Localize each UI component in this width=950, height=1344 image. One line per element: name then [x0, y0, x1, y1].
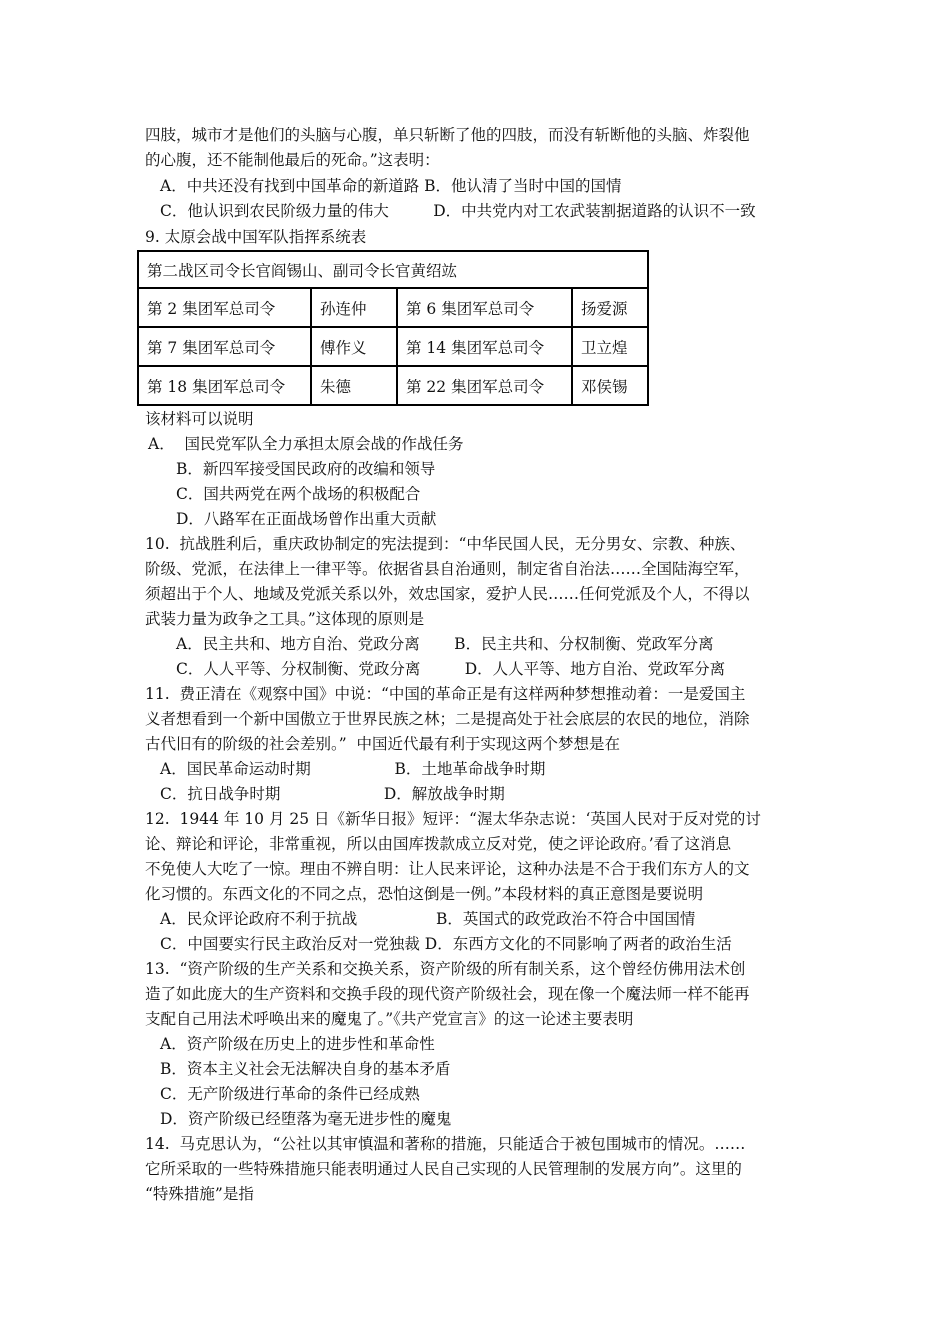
q13-option-d: D．资产阶级已经堕落为毫无进步性的魔鬼: [160, 1110, 452, 1128]
q9-option-b: B．新四军接受国民政府的改编和领导: [176, 460, 436, 478]
q13-line2: 造了如此庞大的生产资料和交换手段的现代资产阶级社会，现在像一个魔法师一样不能再: [145, 985, 750, 1003]
table-cell: 第 2 集团军总司令: [138, 288, 311, 327]
q13-line1: 13. “资产阶级的生产关系和交换关系，资产阶级的所有制关系，这个曾经仿佛用法术创: [145, 960, 746, 978]
q11-options-ab: A．国民革命运动时期 B．土地革命战争时期: [160, 760, 546, 778]
q9-title: 9. 太原会战中国军队指挥系统表: [145, 228, 367, 246]
q10-line1: 10. 抗战胜利后，重庆政协制定的宪法提到：“中华民国人民，无分男女、宗教、种族、: [145, 535, 746, 553]
q9-option-c: C．国共两党在两个战场的积极配合: [176, 485, 421, 503]
table-cell: 第 22 集团军总司令: [397, 366, 572, 405]
q11-line1: 11. 费正清在《观察中国》中说：“中国的革命正是有这样两种梦想推动着：一是爱国主: [145, 685, 746, 703]
table-cell: 第 7 集团军总司令: [138, 327, 311, 366]
q13-option-c: C．无产阶级进行革命的条件已经成熟: [160, 1085, 420, 1103]
table-row: [138, 288, 648, 327]
table-cell: 扬爱源: [572, 288, 648, 327]
q11-line3: 古代旧有的阶级的社会差别。” 中国近代最有利于实现这两个梦想是在: [145, 735, 621, 753]
table-cell: 卫立煌: [572, 327, 648, 366]
q12-options-cd: C．中国要实行民主政治反对一党独裁 D．东西方文化的不同影响了两者的政治生活: [160, 935, 732, 953]
table-cell: 第 14 集团军总司令: [397, 327, 572, 366]
q10-options-cd: C．人人平等、分权制衡、党政分离 D．人人平等、地方自治、党政军分离: [176, 660, 726, 678]
q11-options-cd: C．抗日战争时期 D．解放战争时期: [160, 785, 505, 803]
table-cell: 傅作义: [311, 327, 397, 366]
table-cell: 朱德: [311, 366, 397, 405]
q14-line1: 14. 马克思认为，“公社以其审慎温和著称的措施，只能适合于被包围城市的情况。……: [145, 1135, 746, 1153]
q12-line3: 不免使人大吃了一惊。理由不辨自明：让人民来评论，这种办法是不合于我们东方人的文: [145, 860, 750, 878]
q12-line2: 论、辩论和评论，非常重视，所以由国库拨款成立反对党，使之评论政府。’看了这消息: [145, 835, 732, 853]
q11-line2: 义者想看到一个新中国傲立于世界民族之林；二是提高处于社会底层的农民的地位，消除: [145, 710, 750, 728]
table-cell: 孙连仲: [311, 288, 397, 327]
table-row: [138, 366, 648, 405]
q10-line4: 武装力量为政争之工具。”这体现的原则是: [145, 610, 425, 628]
q8-text-line2: 的心腹，还不能制他最后的死命。”这表明：: [145, 151, 440, 169]
table-cell: 第 18 集团军总司令: [138, 366, 311, 405]
q10-options-ab: A．民主共和、地方自治、党政分离 B．民主共和、分权制衡、党政军分离: [176, 635, 714, 653]
table-cell: 邓侯锡: [572, 366, 648, 405]
q12-line4: 化习惯的。东西文化的不同之点，恐怕这倒是一例。”本段材料的真正意图是要说明: [145, 885, 704, 903]
q10-line2: 阶级、党派，在法律上一律平等。依据省县自治通则，制定省自治法……全国陆海空军，: [145, 560, 750, 578]
q8-text-line1: 四肢，城市才是他们的头脑与心腹，单只斩断了他的四肢，而没有斩断他的头脑、炸裂他: [145, 126, 750, 144]
q8-options-ab: A．中共还没有找到中国革命的新道路 B．他认清了当时中国的国情: [160, 177, 622, 195]
q13-option-a: A．资产阶级在历史上的进步性和革命性: [160, 1035, 435, 1053]
q12-line1: 12. 1944 年 10 月 25 日《新华日报》短评：“渥太华杂志说：‘英国人民对于反对党的讨: [145, 810, 761, 828]
q14-line3: “特殊措施”是指: [145, 1185, 254, 1203]
q10-line3: 须超出于个人、地域及党派关系以外，效忠国家，爱护人民……任何党派及个人，不得以: [145, 585, 750, 603]
table-header-cell: 第二战区司令长官阎锡山、副司令长官黄绍竑: [138, 251, 648, 288]
table-row: [138, 327, 648, 366]
q8-options-cd: C．他认识到农民阶级力量的伟大 D．中共党内对工农武装割据道路的认识不一致: [160, 202, 756, 220]
command-system-table: [137, 250, 649, 406]
table-cell: 第 6 集团军总司令: [397, 288, 572, 327]
q13-line3: 支配自己用法术呼唤出来的魔鬼了。”《共产党宣言》的这一论述主要表明: [145, 1010, 634, 1028]
q9-stem: 该材料可以说明: [145, 410, 254, 428]
q9-option-d: D．八路军在正面战场曾作出重大贡献: [176, 510, 437, 528]
q13-option-b: B．资本主义社会无法解决自身的基本矛盾: [160, 1060, 451, 1078]
q14-line2: 它所采取的一些特殊措施只能表明通过人民自己实现的人民管理制的发展方向”。这里的: [145, 1160, 742, 1178]
q9-option-a: A． 国民党军队全力承担太原会战的作战任务: [148, 435, 464, 453]
q12-options-ab: A．民众评论政府不利于抗战 B．英国式的政党政治不符合中国国情: [160, 910, 696, 928]
